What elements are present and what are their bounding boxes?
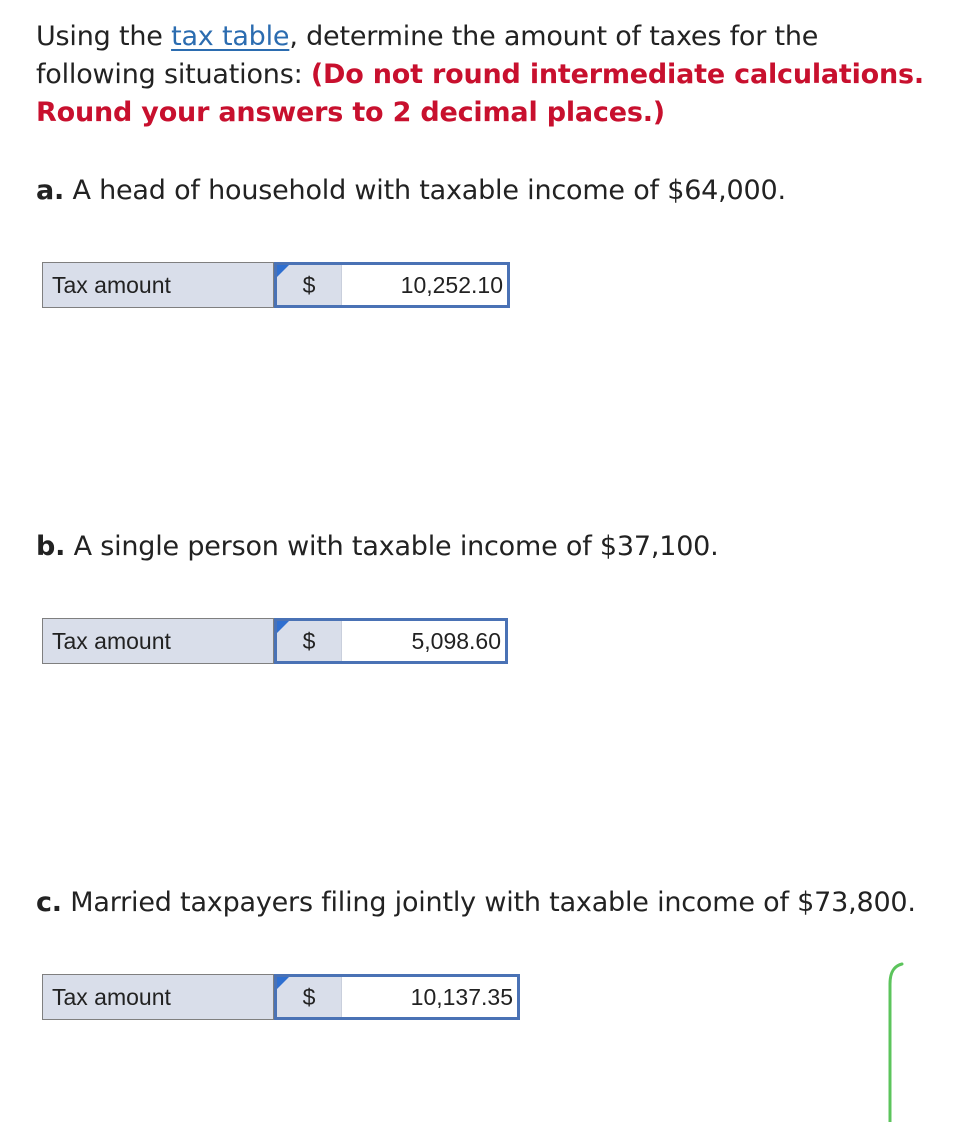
intro-text-before: Using the: [36, 21, 172, 52]
answer-row-c: [42, 974, 520, 1020]
question-b: [36, 528, 719, 566]
answer-c-label: Tax amount: [42, 974, 274, 1020]
answer-a-input[interactable]: 10,252.10: [341, 265, 507, 305]
green-bracket-mark: [880, 960, 910, 1122]
answer-row-b: [42, 618, 508, 664]
answer-a-field[interactable]: [274, 262, 510, 308]
answer-row-a: [42, 262, 510, 308]
question-c-text: Married taxpayers filing jointly with taxable income of $73,800.: [61, 887, 916, 918]
answer-c-flag-icon: [277, 977, 289, 989]
tax-table-link[interactable]: tax table: [171, 21, 290, 52]
answer-a-currency: $: [302, 271, 316, 298]
question-a: [36, 172, 786, 210]
question-a-letter: a.: [36, 175, 65, 206]
answer-c-field[interactable]: [274, 974, 520, 1020]
answer-b-currency: $: [302, 627, 316, 654]
rounding-instruction: (Do not round intermediate calculations. Round your answers to 2 decimal places.): [36, 59, 924, 128]
instructions: [36, 18, 936, 132]
answer-b-flag-icon: [277, 621, 289, 633]
question-b-letter: b.: [36, 531, 66, 562]
question-c: [36, 884, 916, 922]
answer-a-flag-icon: [277, 265, 289, 277]
answer-b-field[interactable]: [274, 618, 508, 664]
answer-a-label: Tax amount: [42, 262, 274, 308]
answer-b-input[interactable]: 5,098.60: [341, 621, 505, 661]
question-c-letter: c.: [36, 887, 62, 918]
answer-b-label: Tax amount: [42, 618, 274, 664]
answer-c-input[interactable]: 10,137.35: [341, 977, 517, 1017]
answer-c-currency: $: [302, 983, 316, 1010]
question-a-text: A head of household with taxable income of $64,000.: [64, 175, 786, 206]
intro-text-after: , determine the amount of taxes for the following situations:: [36, 21, 819, 90]
question-b-text: A single person with taxable income of $37,100.: [65, 531, 719, 562]
